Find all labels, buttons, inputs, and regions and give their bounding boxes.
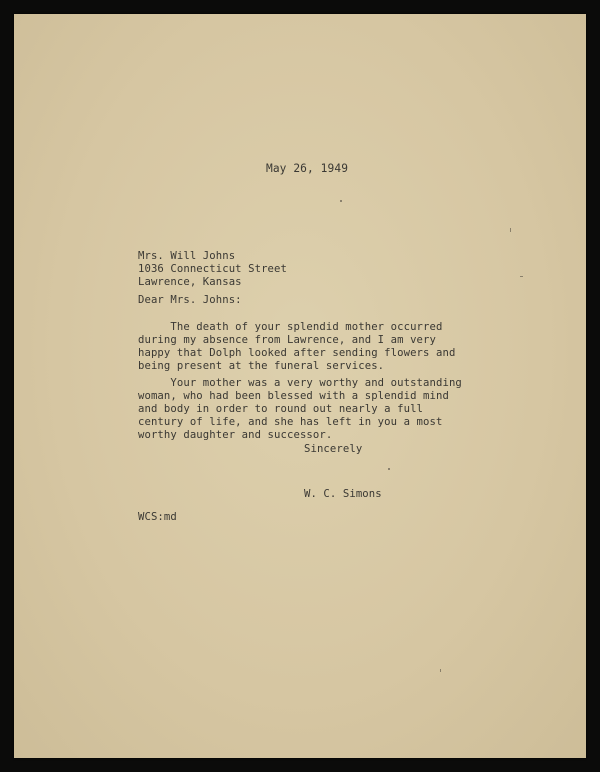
recipient-street: 1036 Connecticut Street	[138, 263, 287, 275]
paper-speck	[520, 276, 523, 277]
paragraph-1-line: during my absence from Lawrence, and I am very	[138, 334, 436, 346]
letter-date: May 26, 1949	[266, 162, 349, 175]
closing: Sincerely	[304, 443, 363, 455]
paragraph-2-line: woman, who had been blessed with a splendid mind	[138, 390, 449, 402]
letter-page	[14, 14, 586, 758]
recipient-address	[138, 250, 287, 289]
paragraph-2	[138, 377, 462, 442]
paper-speck	[388, 468, 390, 470]
paragraph-1-line: happy that Dolph looked after sending flowers and	[138, 347, 456, 359]
paragraph-1-line: The death of your splendid mother occurred	[138, 321, 443, 333]
typist-initials: WCS:md	[138, 511, 177, 523]
paragraph-2-line: and body in order to round out nearly a full	[138, 403, 424, 415]
paragraph-2-line: century of life, and she has left in you a most	[138, 416, 443, 428]
recipient-name: Mrs. Will Johns	[138, 250, 236, 262]
paragraph-2-line: Your mother was a very worthy and outstanding	[138, 377, 462, 389]
signer-name: W. C. Simons	[304, 488, 382, 500]
paragraph-1-line: being present at the funeral services.	[138, 360, 385, 372]
recipient-city: Lawrence, Kansas	[138, 276, 242, 288]
paper-speck	[440, 669, 441, 672]
paper-speck	[340, 200, 342, 202]
salutation: Dear Mrs. Johns:	[138, 294, 242, 306]
paper-speck	[510, 228, 511, 232]
paragraph-2-line: worthy daughter and successor.	[138, 429, 333, 441]
paragraph-1	[138, 321, 455, 373]
